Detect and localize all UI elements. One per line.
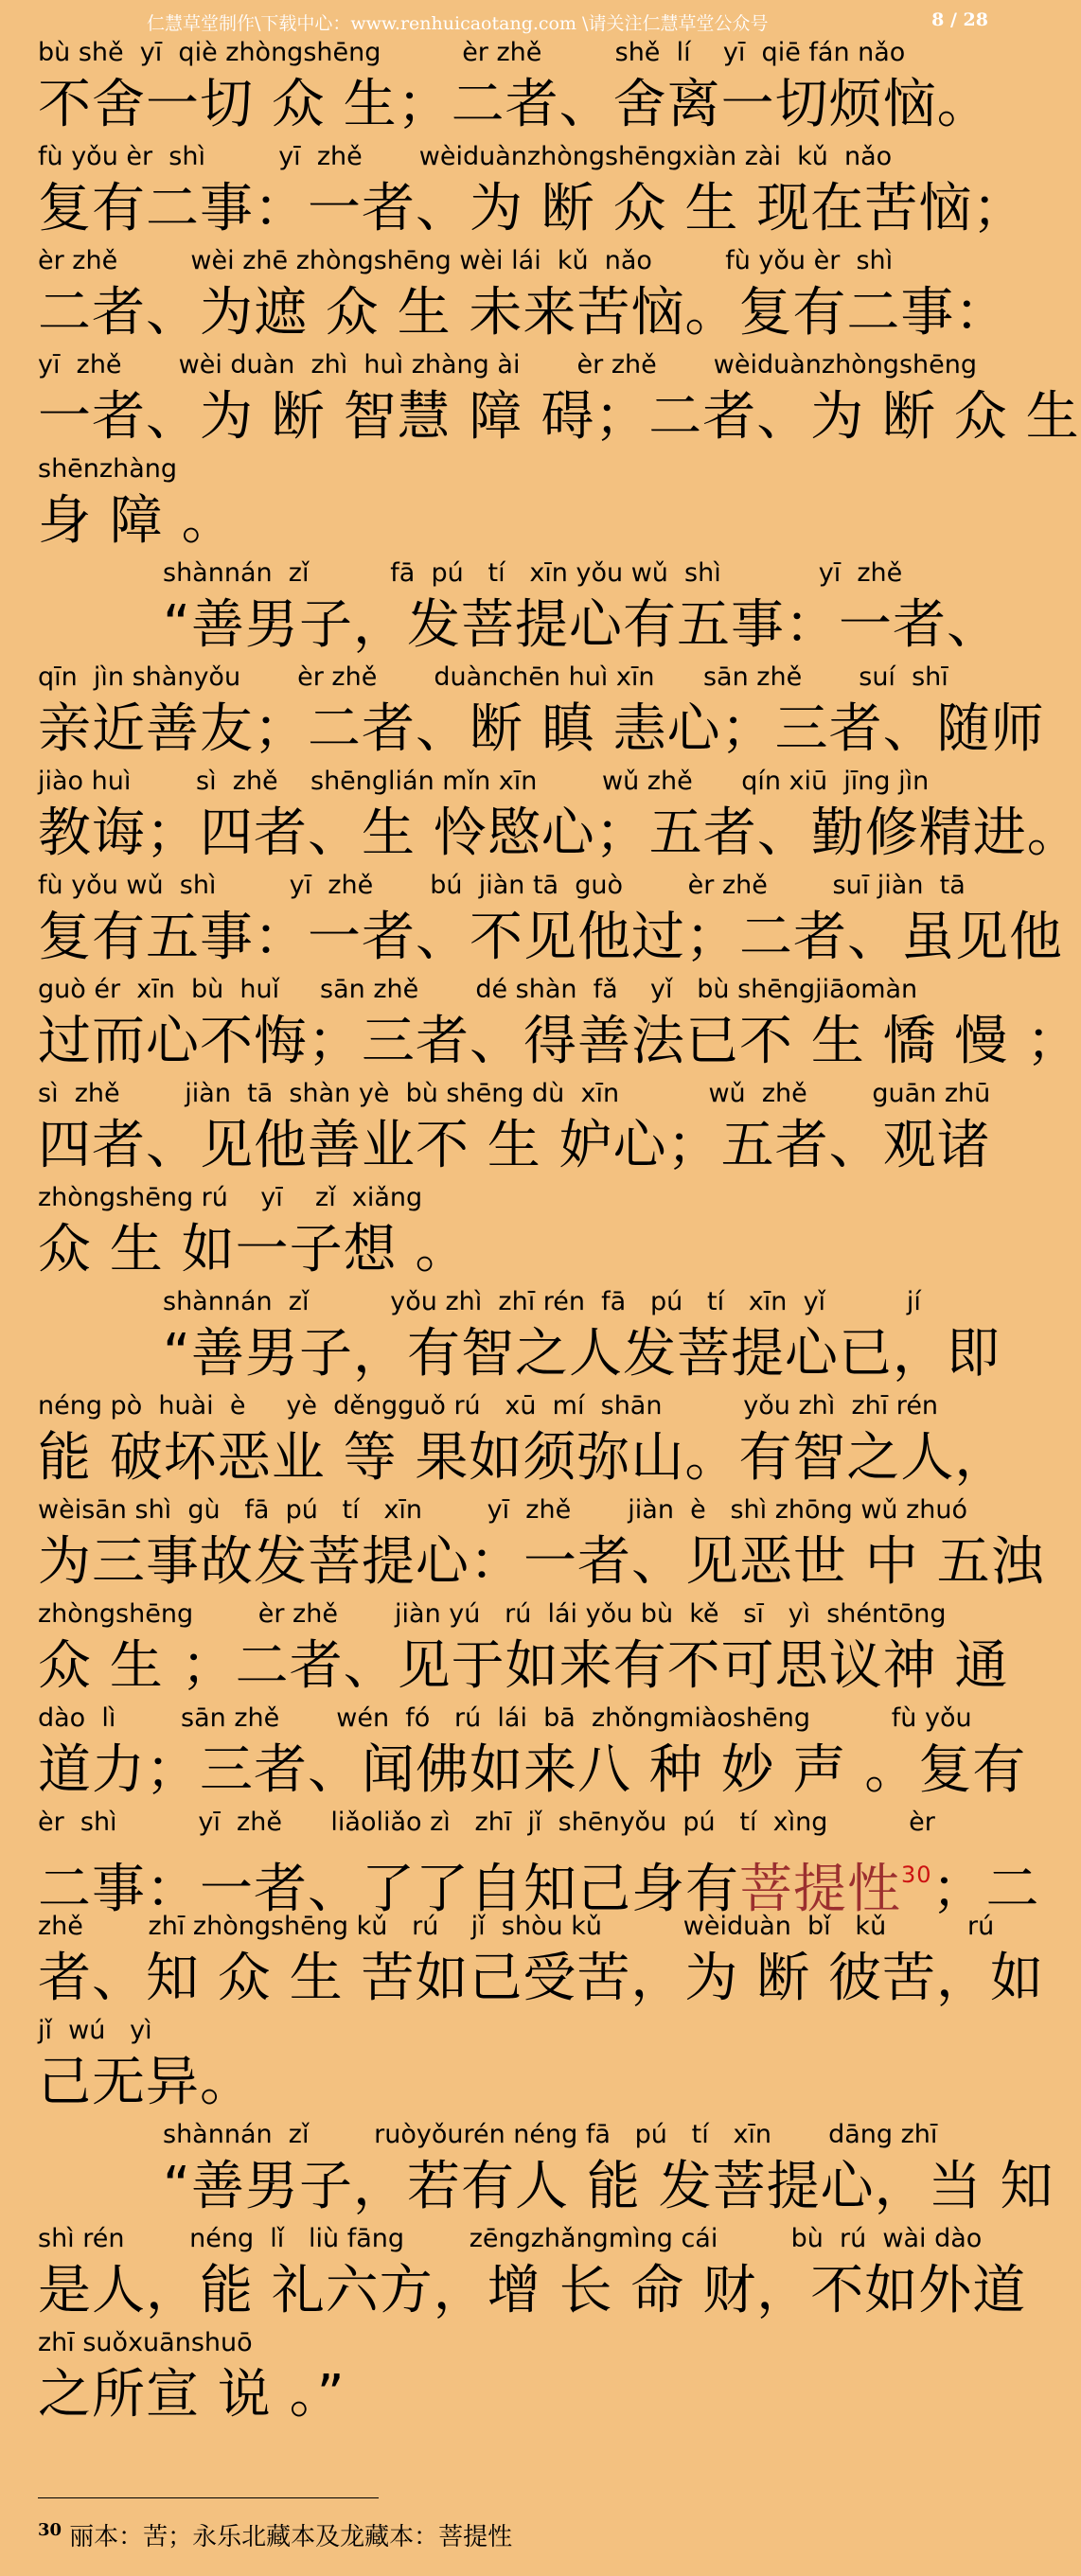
text-line bbox=[0, 1389, 1022, 1493]
pinyin-line: shànnán zǐ fā pú tí xīn yǒu wǔ shì yī zhě bbox=[163, 558, 903, 588]
text-line bbox=[0, 1285, 1022, 1389]
text-line bbox=[0, 1077, 1022, 1181]
hanzi-line: 二者、为遮 众 生 未来苦恼。复有二事： bbox=[38, 282, 1009, 344]
pinyin-line: shēnzhàng bbox=[38, 454, 177, 484]
pinyin-line: jǐ wú yì bbox=[38, 2016, 152, 2045]
footnote-number: 30 bbox=[38, 2520, 62, 2540]
text-line bbox=[0, 1493, 1045, 1597]
text-line bbox=[0, 36, 1022, 140]
pinyin-line: zhě zhī zhòngshēng kǔ rú jǐ shòu kǔ wèiduàn bǐ kǔ rú bbox=[38, 1912, 995, 1941]
text-line bbox=[0, 1806, 1040, 1920]
hanzi-line: 为三事故发菩提心：一者、见恶世 中 五浊 bbox=[38, 1531, 1045, 1593]
pinyin-line: zhòngshēng rú yī zǐ xiǎng bbox=[38, 1183, 423, 1212]
hanzi-line bbox=[38, 1840, 1040, 1920]
hanzi-line: 众 生 如一子想 。 bbox=[38, 1219, 470, 1280]
text-line bbox=[0, 2014, 1022, 2118]
hanzi-line: 能 破坏恶业 等 果如须弥山。有智之人， bbox=[38, 1427, 1009, 1489]
pinyin-line: sì zhě jiàn tā shàn yè bù shēng dù xīn wǔ zhě guān zhū bbox=[38, 1079, 991, 1108]
pinyin-line: dào lì sān zhě wén fó rú lái bā zhǒngmiàoshēng fù yǒu bbox=[38, 1703, 972, 1733]
hanzi-line: “善男子，若有人 能 发菩提心，当 知 bbox=[163, 2156, 1054, 2217]
pinyin-line: néng pò huài è yè děngguǒ rú xū mí shān yǒu zhì zhī rén bbox=[38, 1391, 939, 1420]
pinyin-line: jiào huì sì zhě shēnglián mǐn xīn wǔ zhě qín xiū jīng jìn bbox=[38, 767, 930, 796]
pinyin-line: bù shě yī qiè zhòngshēng èr zhě shě lí yī qiē fán nǎo bbox=[38, 38, 906, 67]
hanzi-line: 复有五事：一者、不见他过；二者、虽见他 bbox=[38, 907, 1063, 968]
pinyin-line: fù yǒu wǔ shì yī zhě bú jiàn tā guò èr zhě suī jiàn tā bbox=[38, 871, 966, 900]
pinyin-line: èr shì yī zhě liǎoliǎo zì zhī jǐ shēnyǒu pú tí xìng èr bbox=[38, 1808, 935, 1837]
pinyin-line: fù yǒu èr shì yī zhě wèiduànzhòngshēngxiàn zài kǔ nǎo bbox=[38, 142, 893, 171]
text-line bbox=[0, 1181, 1022, 1285]
pinyin-line: guò ér xīn bù huǐ sān zhě dé shàn fǎ yǐ bù shēngjiāomàn bbox=[38, 975, 918, 1004]
hanzi-segment: ；二 bbox=[931, 1859, 1040, 1920]
hanzi-line: 一者、为 断 智慧 障 碍；二者、为 断 众 生 bbox=[38, 386, 1080, 448]
text-line bbox=[0, 2222, 1027, 2326]
text-line bbox=[0, 348, 1080, 452]
hanzi-line: 之所宣 说 。” bbox=[38, 2364, 346, 2426]
footnoted-term: 菩提性 bbox=[739, 1859, 901, 1920]
footnote-text: 丽本：苦；永乐北藏本及龙藏本：菩提性 bbox=[69, 2523, 513, 2551]
hanzi-line: 是人，能 礼六方，增 长 命 财，不如外道 bbox=[38, 2260, 1027, 2321]
text-line bbox=[0, 244, 1022, 348]
text-line bbox=[0, 1702, 1027, 1806]
hanzi-line: 教诲；四者、生 怜愍心；五者、勤修精进。 bbox=[38, 803, 1081, 864]
page-number: 8 / 28 bbox=[931, 9, 988, 30]
footnote-divider bbox=[38, 2497, 379, 2498]
hanzi-line: “善男子，有智之人发菩提心已，即 bbox=[163, 1323, 1001, 1385]
page-header bbox=[0, 8, 1022, 36]
text-line bbox=[0, 973, 1081, 1077]
text-line bbox=[0, 140, 1027, 244]
pinyin-line: qīn jìn shànyǒu èr zhě duànchēn huì xīn sān zhě suí shī bbox=[38, 662, 948, 692]
pinyin-line: èr zhě wèi zhē zhòngshēng wèi lái kǔ nǎo fù yǒu èr shì bbox=[38, 246, 894, 275]
pinyin-line: wèisān shì gù fā pú tí xīn yī zhě jiàn è shì zhōng wǔ zhuó bbox=[38, 1495, 968, 1525]
hanzi-line: 者、知 众 生 苦如己受苦，为 断 彼苦，如 bbox=[38, 1948, 1045, 2009]
header-text: 仁慧草堂制作\下载中心：www.renhuicaotang.com \请关注仁慧草堂公众号 bbox=[147, 13, 769, 34]
hanzi-line: 身 障 。 bbox=[38, 490, 236, 552]
text-line bbox=[0, 2118, 1054, 2222]
text-line bbox=[0, 765, 1081, 869]
text-line bbox=[0, 661, 1045, 765]
hanzi-line: “善男子，发菩提心有五事：一者、 bbox=[163, 594, 1001, 656]
text-line bbox=[0, 1910, 1045, 2014]
text-line bbox=[0, 2326, 1022, 2430]
pinyin-line: shì rén néng lǐ liù fāng zēngzhǎngmìng cái bù rú wài dào bbox=[38, 2224, 983, 2253]
text-line bbox=[0, 452, 1022, 556]
hanzi-line: 复有二事：一者、为 断 众 生 现在苦恼； bbox=[38, 178, 1027, 239]
hanzi-line: 不舍一切 众 生；二者、舍离一切烦恼。 bbox=[38, 74, 991, 135]
hanzi-line: 己无异。 bbox=[38, 2052, 254, 2113]
pinyin-line: shànnán zǐ ruòyǒurén néng fā pú tí xīn dāng zhī bbox=[163, 2120, 938, 2149]
scripture-text bbox=[0, 36, 1081, 2430]
footnote bbox=[38, 2517, 512, 2552]
hanzi-line: 四者、见他善业不 生 妒心；五者、观诸 bbox=[38, 1115, 991, 1176]
text-line bbox=[0, 869, 1063, 973]
pinyin-line: zhī suǒxuānshuō bbox=[38, 2328, 253, 2357]
footnote-marker[interactable]: 30 bbox=[901, 1861, 932, 1888]
text-line bbox=[0, 1597, 1022, 1702]
pinyin-line: zhòngshēng èr zhě jiàn yú rú lái yǒu bù kě sī yì shéntōng bbox=[38, 1599, 947, 1629]
hanzi-line: 过而心不悔；三者、得善法已不 生 憍 慢 ； bbox=[38, 1011, 1081, 1072]
hanzi-line: 亲近善友；二者、断 瞋 恚心；三者、随师 bbox=[38, 698, 1045, 760]
pinyin-line: shànnán zǐ yǒu zhì zhī rén fā pú tí xīn yǐ jí bbox=[163, 1287, 921, 1316]
hanzi-segment: 二事：一者、了了自知己身有 bbox=[38, 1859, 739, 1920]
hanzi-line: 道力；三者、闻佛如来八 种 妙 声 。复有 bbox=[38, 1739, 1027, 1801]
text-line bbox=[0, 556, 1022, 661]
pinyin-line: yī zhě wèi duàn zhì huì zhàng ài èr zhě wèiduànzhòngshēng bbox=[38, 350, 977, 379]
hanzi-line: 众 生 ；二者、见于如来有不可思议神 通 bbox=[38, 1635, 1009, 1697]
